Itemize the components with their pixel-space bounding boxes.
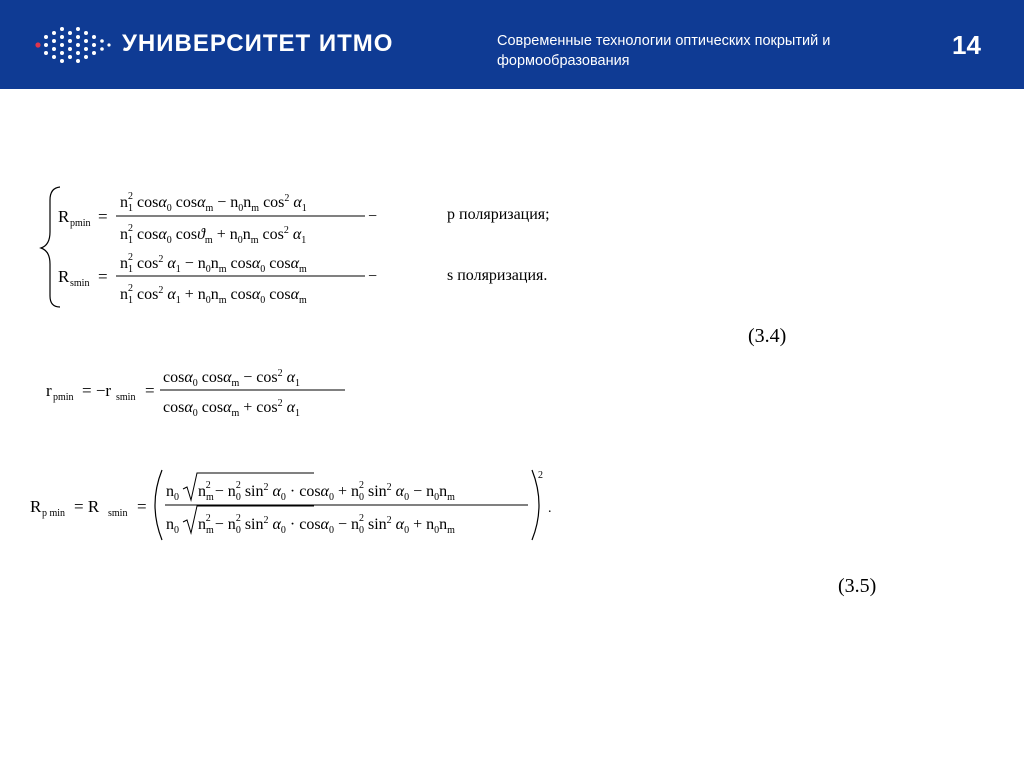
- svg-text:=: =: [145, 381, 155, 400]
- svg-text:smin: smin: [108, 508, 128, 519]
- svg-text:r: r: [46, 381, 52, 400]
- svg-text:=: =: [137, 497, 147, 516]
- equation-number-3-4: (3.4): [748, 325, 787, 347]
- svg-text:nm2 − n02 sin2 α0 · cosα0 + n0: $n_m2 - n_02$ $\sin^2 \alpha_0 \cdot \cos\alpha_0 + n_02$ $\sin^2 \alpha_0 - n_0n_m$: [198, 480, 455, 503]
- svg-text:smin: smin: [116, 392, 136, 403]
- slide-header: [0, 0, 1024, 89]
- polarization-p-label: p поляризация;: [447, 206, 550, 223]
- svg-text:R: R: [58, 207, 70, 226]
- left-brace: [41, 187, 60, 307]
- svg-text:n12 cosα0 cosαm − n0nm cos2 α1: $n_12$ cosα$_0$ $\cos\alpha_m - n_0n_m$ $\cos^2 \alpha_1$: [120, 191, 307, 214]
- svg-text:n12 cosα0 cosϑm + n0nm cos2 α1: $n_12$ cosα$_0$ $\cos ϑ_m + n_0n_m$ $\cos^2 \alpha_1$: [120, 223, 307, 246]
- svg-text:nm2 − n02 sin2 α0 · cosα0 − n0: $n_m2 - n_02$ $\sin^2 \alpha_0 \cdot \cos\alpha_0 - n_02$ $\sin^2 \alpha_0 + n_0n_m$: [198, 513, 455, 536]
- slide-number: 14: [952, 30, 981, 60]
- svg-text:smin: smin: [70, 278, 90, 289]
- equation-number-3-5: (3.5): [838, 575, 877, 597]
- svg-text:n12 cos2 α1 − n0nm cosα0 cosαm: $n_12$ $\cos^2 \alpha_1 - n_0n_m$ cosα$_0$ cosα$_m$: [120, 252, 307, 275]
- course-title: Современные технологии оптических покрытий и формообразования: [497, 33, 831, 69]
- svg-text:−: −: [368, 268, 378, 285]
- svg-text:= −r: = −r: [82, 381, 112, 400]
- itmo-logo-dots-icon: [32, 26, 114, 64]
- svg-text:= R: = R: [74, 497, 100, 516]
- svg-text:=: =: [98, 267, 108, 286]
- svg-text:cosα0 cosαm + cos2 α1: cosα$_0$ $\cos\alpha_m + \cos^2 \alpha_1$: [163, 398, 301, 419]
- svg-text:cosα0 cosαm − cos2 α1: cosα$_0$ $\cos\alpha_m - \cos^2 \alpha_1$: [163, 368, 301, 389]
- svg-text:pmin: pmin: [53, 392, 74, 403]
- svg-text:2: 2: [538, 470, 543, 481]
- university-name: УНИВЕРСИТЕТ ИТМО: [122, 30, 394, 57]
- svg-text:=: =: [98, 207, 108, 226]
- svg-text:p min: p min: [42, 508, 66, 519]
- svg-text:−: −: [368, 208, 378, 225]
- svg-text:pmin: pmin: [70, 218, 91, 229]
- svg-text:n12 cos2 α1 + n0nm cosα0 cosαm: $n_12$ $\cos^2 \alpha_1 + n_0n_m$ cosα$_0$ cosα$_m$: [120, 283, 307, 306]
- svg-text:n0: $n_0$: [166, 483, 179, 503]
- polarization-s-label: s поляризация.: [447, 267, 548, 284]
- svg-text:R: R: [30, 497, 42, 516]
- svg-text:n0: $n_0$: [166, 516, 179, 536]
- svg-text:R: R: [58, 267, 70, 286]
- svg-text:.: .: [548, 501, 552, 516]
